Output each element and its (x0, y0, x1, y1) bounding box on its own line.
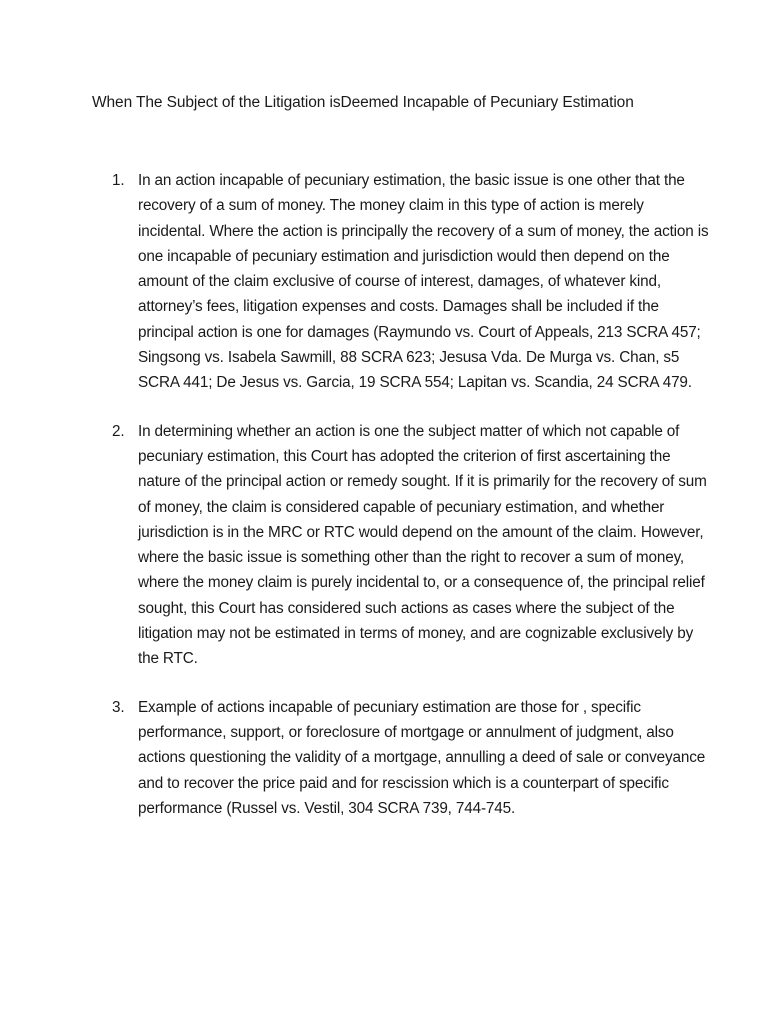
item-text: In determining whether an action is one the subject matter of which not capable of pecuniary estimation, this Court has adopted the criterion of first ascertaining the nature of the principal action or remedy sought. If it is primarily for the recovery of sum of money, the claim is considered capable of pecuniary estimation, and whether jurisdiction is in the MRC or RTC would depend on the amount of the claim. However, where the basic issue is something other than the right to recover a sum of money, where the money claim is purely incidental to, or a consequence of, the principal relief sought, this Court has considered such actions as cases where the subject of the litigation may not be estimated in terms of money, and are cognizable exclusively by the RTC. (138, 422, 707, 668)
list-item (112, 695, 712, 821)
item-number: 1. (112, 172, 125, 189)
numbered-list (112, 168, 712, 844)
document-title: When The Subject of the Litigation isDeemed Incapable of Pecuniary Estimation (92, 94, 634, 111)
item-number: 2. (112, 422, 125, 440)
list-item (112, 168, 712, 396)
list-item (112, 419, 712, 672)
item-text: Example of actions incapable of pecuniary estimation are those for , specific performance, support, or foreclosure of mortgage or annulment of judgment, also actions questioning the validity of a mortgage, annulling a deed of sale or conveyance and to recover the price paid and for rescission which is a counterpart of specific performance (Russel vs. Vestil, 304 SCRA 739, 744-745. (138, 698, 706, 817)
item-number: 3. (112, 698, 125, 716)
item-text: In an action incapable of pecuniary estimation, the basic issue is one other that the recovery of a sum of money. The money claim in this type of action is merely incidental. Where the action is principally the recovery of a sum of money, the action is one incapable of pecuniary estimation and jurisdiction would then depend on the amount of the claim exclusive of course of interest, damages, of whatever kind, attorney’s fees, litigation expenses and costs. Damages shall be included if the principal action is one for damages (Raymundo vs. Court of Appeals, 213 SCRA 457; Singsong vs. Isabela Sawmill, 88 SCRA 623; Jesusa Vda. De Murga vs. Chan, s5 SCRA 441; De Jesus vs. Garcia, 19 SCRA 554; Lapitan vs. Scandia, 24 SCRA 479. (138, 172, 709, 392)
